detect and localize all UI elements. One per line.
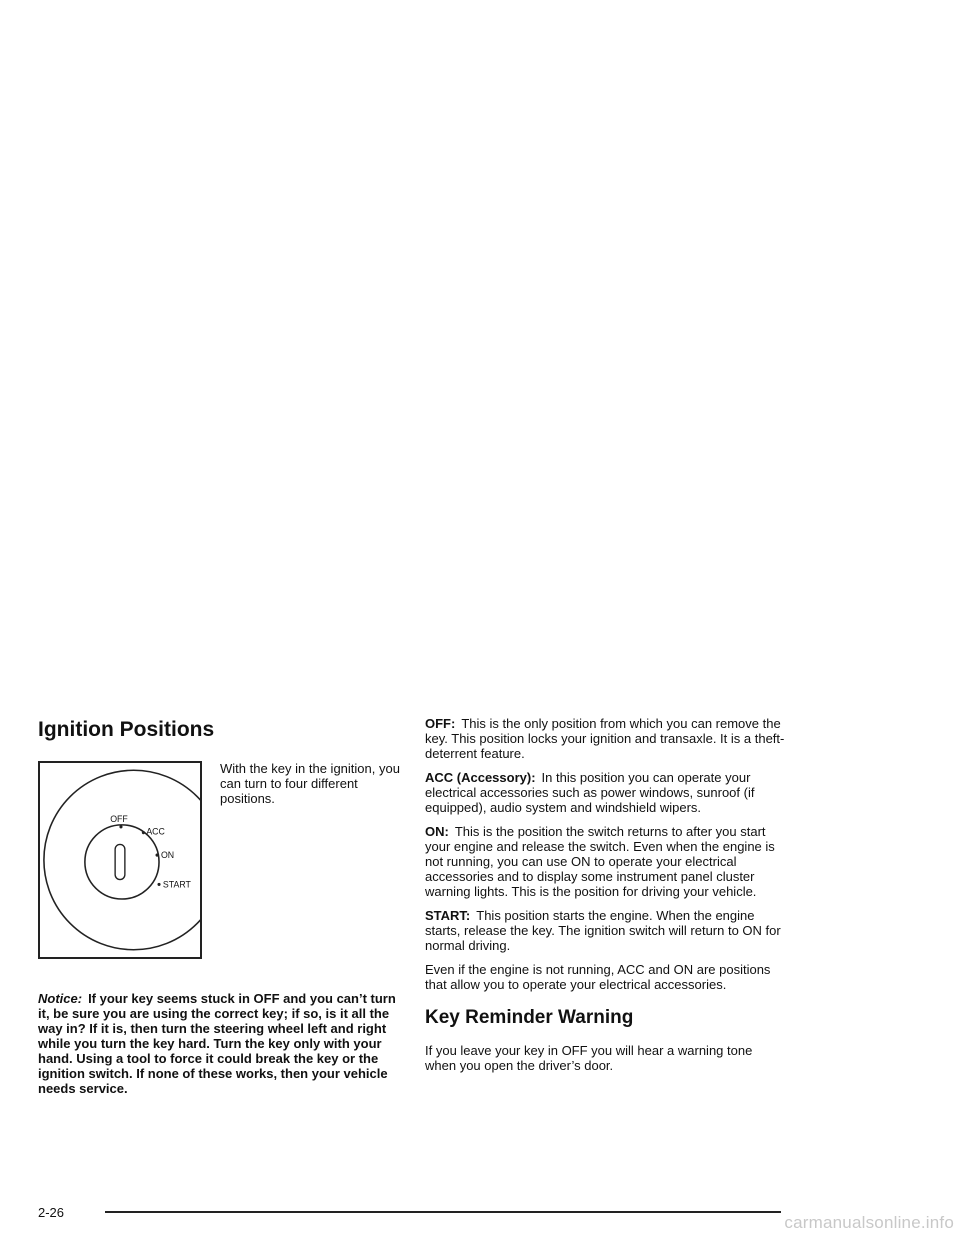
notice-paragraph — [38, 991, 400, 1096]
position-acc-text: In this position you can operate your electrical accessories such as power windows, sunroof (if equipped), audio system and windshield wipers. — [425, 770, 755, 815]
position-acc-term: ACC (Accessory): — [425, 770, 536, 785]
section-title-key-reminder: Key Reminder Warning — [425, 1007, 634, 1028]
acc-label: ACC — [146, 826, 165, 837]
position-on-text: This is the position the switch returns to after you start your engine and release the switch. Even when the engine is not running, you can use ON to operate your electrical accessories and to display some instrument panel cluster warning lights. This is the position for driving your vehicle. — [425, 824, 775, 899]
on-label: ON — [160, 850, 175, 861]
start-label: START — [162, 879, 191, 890]
footer-rule — [105, 1211, 781, 1213]
page-footer — [0, 1205, 960, 1235]
watermark: carmanualsonline.info — [784, 1213, 954, 1232]
off-position-dot — [119, 825, 122, 828]
page-number: 2-26 — [38, 1205, 65, 1220]
figure-caption: With the key in the ignition, you can turn to four different positions. — [220, 761, 400, 806]
position-off-paragraph — [425, 716, 785, 761]
right-column — [425, 716, 785, 1082]
acc-position-dot — [142, 831, 145, 834]
position-on-paragraph — [425, 824, 785, 899]
ignition-switch-illustration — [38, 761, 202, 959]
position-start-text: This position starts the engine. When the engine starts, release the key. The ignition switch will return to ON for normal driving. — [425, 908, 781, 953]
position-start-term: START: — [425, 908, 471, 923]
outer-bezel-ring — [44, 770, 200, 950]
position-off-text: This is the only position from which you can remove the key. This position locks your ignition and transaxle. It is a theft-deterrent feature. — [425, 716, 785, 761]
ignition-switch-svg — [40, 763, 200, 957]
key-slot — [115, 844, 125, 879]
off-label: OFF — [110, 813, 128, 824]
position-on-term: ON: — [425, 824, 449, 839]
ignition-figure-row — [38, 761, 400, 991]
start-position-dot — [157, 883, 160, 886]
on-position-dot — [156, 854, 159, 857]
key-reminder-paragraph: If you leave your key in OFF you will hear a warning tone when you open the driver’s door. — [425, 1043, 753, 1073]
notice-text: If your key seems stuck in OFF and you can’t turn it, be sure you are using the correct key; if so, is it all the way in? If it is, then turn the steering wheel left and right while you turn the key hard. Turn the key only with your hand. Using a tool to force it could break the key or the ignition switch. If none of these works, then your vehicle needs service. — [38, 991, 396, 1096]
accessories-summary: Even if the engine is not running, ACC and ON are positions that allow you to operate your electrical accessories. — [425, 962, 771, 992]
section-title-ignition-positions: Ignition Positions — [38, 718, 215, 741]
notice-label: Notice: — [38, 991, 83, 1006]
position-start-paragraph — [425, 908, 785, 953]
position-acc-paragraph — [425, 770, 785, 815]
left-column — [38, 716, 400, 1096]
position-off-term: OFF: — [425, 716, 456, 731]
